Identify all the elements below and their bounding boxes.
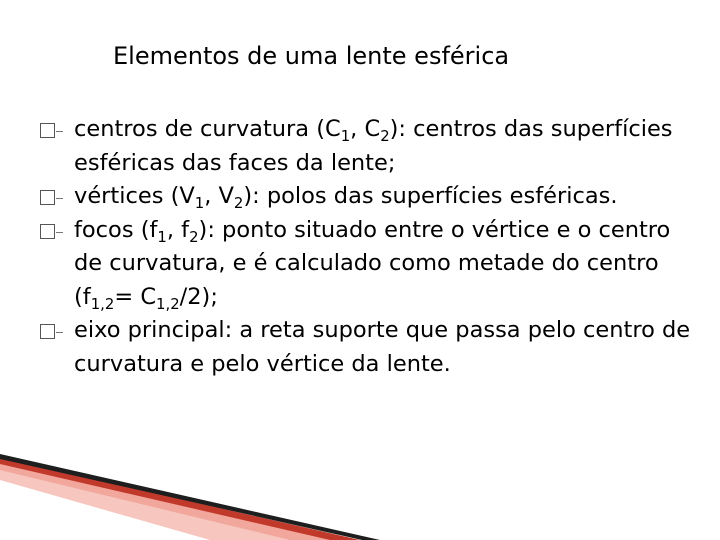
checkbox-bullet-icon	[40, 224, 55, 239]
bullet-text: eixo principal: a reta suporte que passa pelo centro de curvatura e pelo vértice da lente.	[74, 317, 691, 377]
checkbox-bullet-icon	[40, 190, 55, 205]
checkbox-bullet-icon	[40, 123, 55, 138]
slide-title: Elementos de uma lente esférica	[113, 42, 510, 70]
bullet-item-vertices	[40, 180, 700, 214]
bullet-list	[40, 113, 700, 381]
bullet-text: vértices ($V_1$, $V_2$): polos das superfícies esféricas.	[74, 183, 618, 212]
bullet-text: focos ($f_1$, $f_2$): ponto situado entre o vértice e o centro de curvatura, e é calculado como metade do centro $(f_{1,2}= C_{1,2}/2)$;	[74, 216, 671, 313]
checkbox-bullet-icon	[40, 324, 55, 339]
bullet-item-focos	[40, 214, 700, 315]
bullet-item-eixo	[40, 314, 700, 381]
bullet-text: centros de curvatura ($C_1$, $C_2$): centros das superfícies esféricas das faces da lente;	[74, 116, 673, 176]
bullet-item-centros	[40, 113, 700, 180]
decorative-swoosh	[0, 440, 720, 540]
